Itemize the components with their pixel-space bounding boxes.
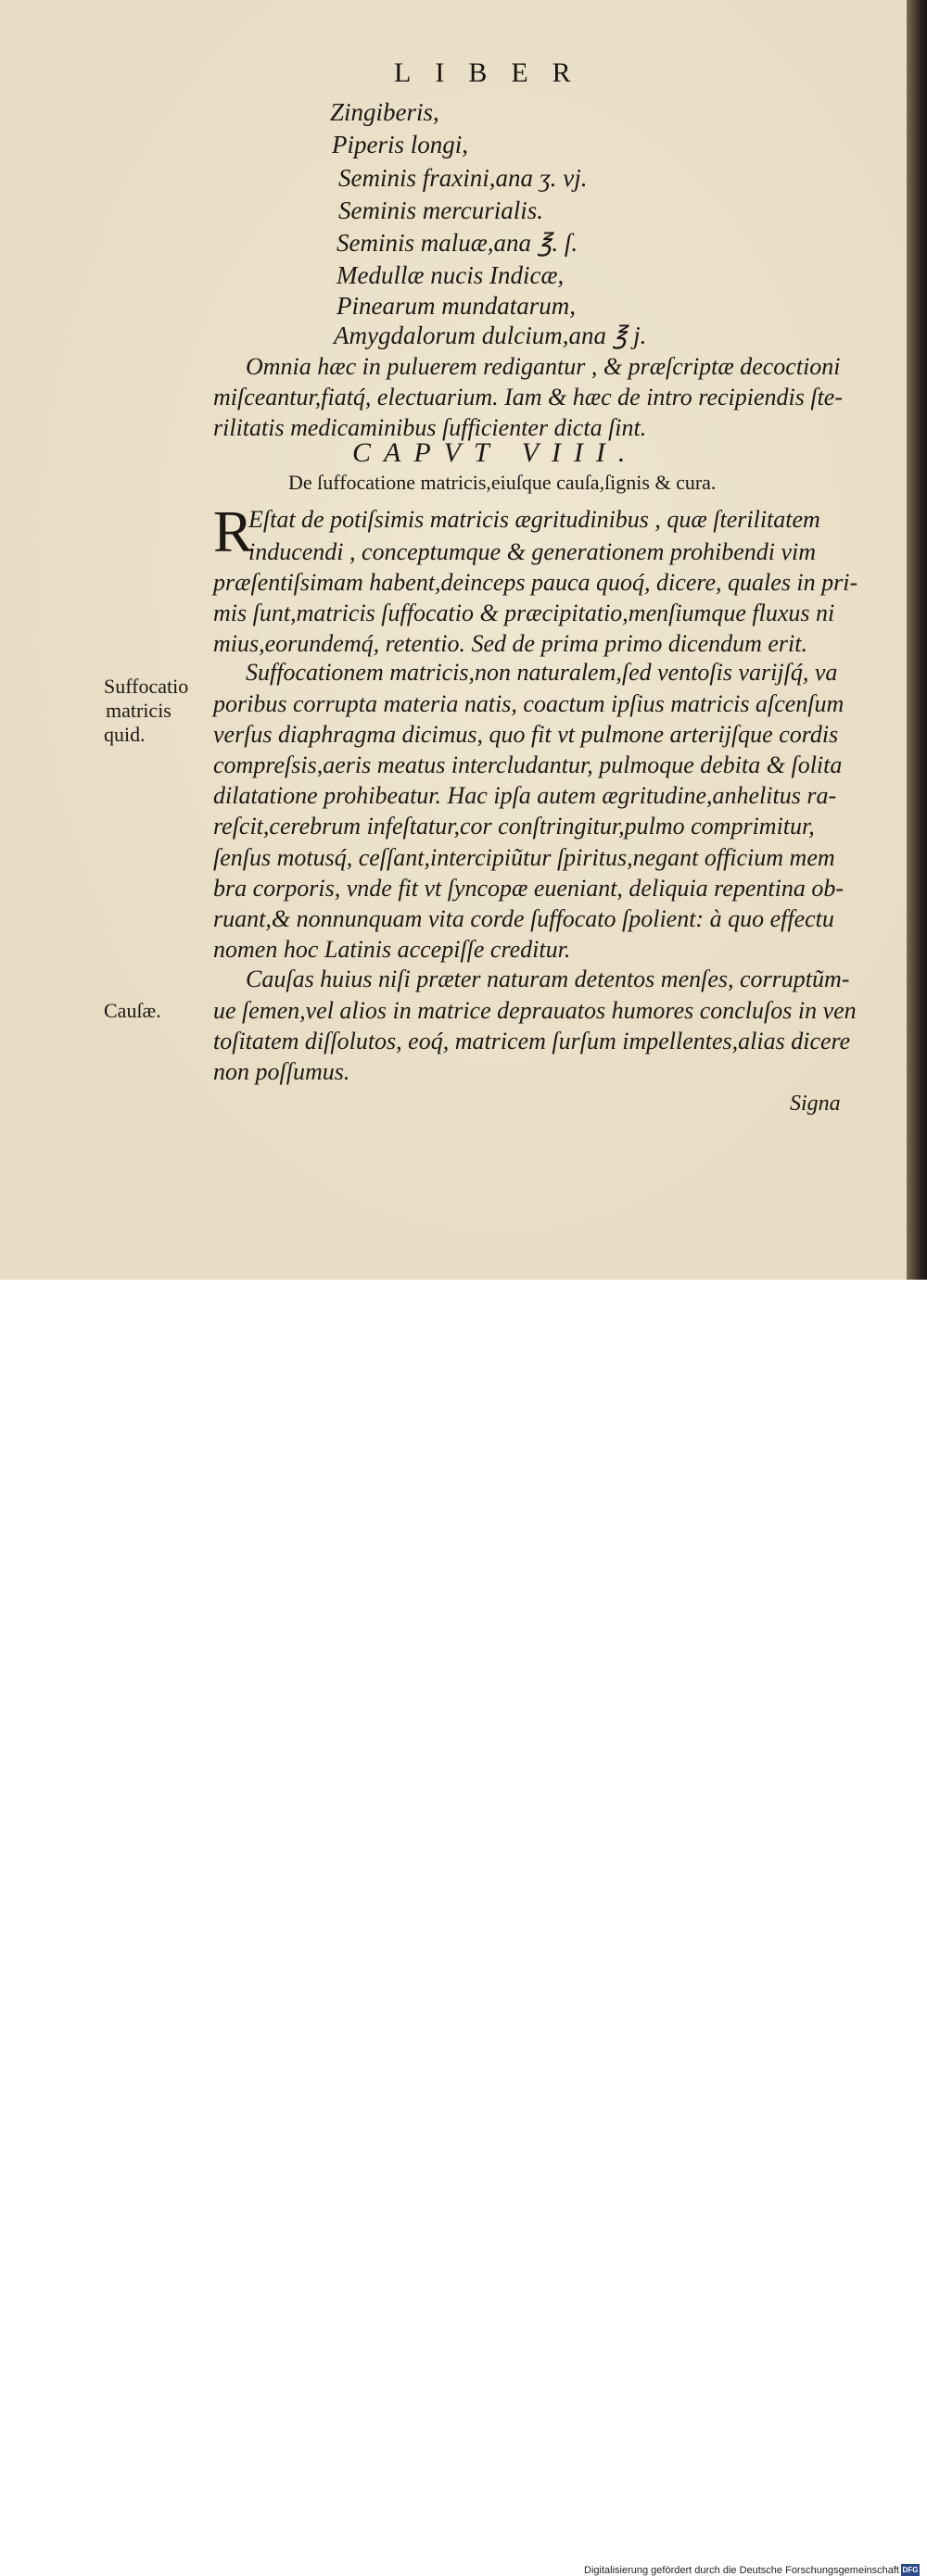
para1-line: inducendi , conceptumque & generationem prohibendi vim — [248, 538, 817, 565]
para3-line: non poſſumus. — [213, 1058, 350, 1085]
recipe-line: Seminis fraxini,ana ʒ. vj. — [338, 164, 588, 192]
para3-line: Cauſas huius niſi præter naturam detentos menſes, corruptũm- — [246, 966, 850, 992]
book-gutter-edge — [907, 0, 927, 1280]
para3-line: ue ſemen,vel alios in matrice deprauatos humores concluſos in ven — [213, 997, 857, 1024]
recipe-line: Pinearum mundatarum, — [337, 292, 576, 320]
recipe-line: Amygdalorum dulcium,ana ℥ j. — [334, 322, 647, 349]
para1-line: mius,eorundemq́, retentio. Sed de prima primo dicendum erit. — [213, 630, 807, 657]
para2-line: ſenſus motusq́, ceſſant,intercipiũtur ſpiritus,negant officium mem — [213, 844, 835, 871]
para2-line: verſus diaphragma dicimus, quo fit vt pulmone arterijſque cordis — [213, 721, 839, 748]
chapter-subtitle: De ſuffocatione matricis,eiuſque cauſa,ſignis & cura. — [288, 471, 717, 494]
chapter-title: CAPVT VIII. — [352, 437, 639, 468]
intro-line: miſceantur,fiatq́, electuarium. Iam & hæc de intro recipiendis ſte- — [213, 384, 844, 410]
para1-line: præſentiſsimam habent,deinceps pauca quoq́, dicere, quales in pri- — [213, 569, 858, 596]
recipe-line: Seminis mercurialis. — [338, 196, 543, 224]
book-page — [0, 0, 907, 1280]
margin-note-causae: Cauſæ. — [104, 999, 161, 1022]
footer-strip — [0, 1280, 927, 2576]
margin-note-line: matricis — [106, 699, 171, 722]
dfg-logo: DFG — [902, 2566, 919, 2574]
recipe-line: Medullæ nucis Indicæ, — [337, 261, 565, 289]
para2-line: bra corporis, vnde fit vt ſyncopæ eueniant, deliquia repentina ob- — [213, 875, 844, 902]
para2-line: nomen hoc Latinis accepiſſe creditur. — [213, 936, 571, 963]
intro-line: Omnia hæc in puluerem redigantur , & præſcriptæ decoctioni — [246, 353, 841, 380]
para2-line: ruant,& nonnunquam vita corde ſuffocato ſpolient: à quo effectu — [213, 905, 834, 932]
para2-line: poribus corrupta materia natis, coactum ipſius matricis aſcenſum — [213, 690, 844, 717]
intro-line: rilitatis medicaminibus ſufficienter dicta ſint. — [213, 414, 647, 441]
para2-line: compreſsis,aeris meatus intercludantur, pulmoque debita & ſolita — [213, 751, 843, 778]
para1-line: Eſtat de potiſsimis matricis ægritudinibus , quæ ſterilitatem — [248, 506, 820, 533]
recipe-line: Zingiberis, — [330, 98, 439, 126]
drop-cap: R — [213, 499, 253, 564]
para3-line: toſitatem diſſolutos, eoq́, matricem ſurſum impellentes,alias dicere — [213, 1028, 851, 1054]
para1-line: mis ſunt,matricis ſuffocatio & præcipitatio,menſiumque fluxus ni — [213, 600, 835, 626]
para2-line: Suffocationem matricis,non naturalem,ſed ventoſis varijſq́, va — [246, 659, 838, 686]
margin-note-line: quid. — [104, 723, 146, 746]
margin-note-suffocatio — [104, 675, 188, 747]
para2-line: reſcit,cerebrum infeſtatur,cor conſtringitur,pulmo comprimitur, — [213, 813, 815, 840]
bleed-through — [222, 195, 228, 219]
footer-credit: Digitalisierung gefördert durch die Deutsche Forschungsgemeinschaft — [584, 2565, 899, 2576]
running-head: LIBER — [394, 57, 595, 88]
catchword: Signa — [790, 1092, 841, 1116]
para2-line: dilatatione prohibeatur. Hac ipſa autem ægritudine,anhelitus ra- — [213, 782, 837, 809]
margin-note-line: Suffocatio — [104, 675, 189, 698]
recipe-line: Piperis longi, — [332, 131, 468, 158]
recipe-line: Seminis maluæ,ana ℥. ſ. — [337, 229, 578, 257]
